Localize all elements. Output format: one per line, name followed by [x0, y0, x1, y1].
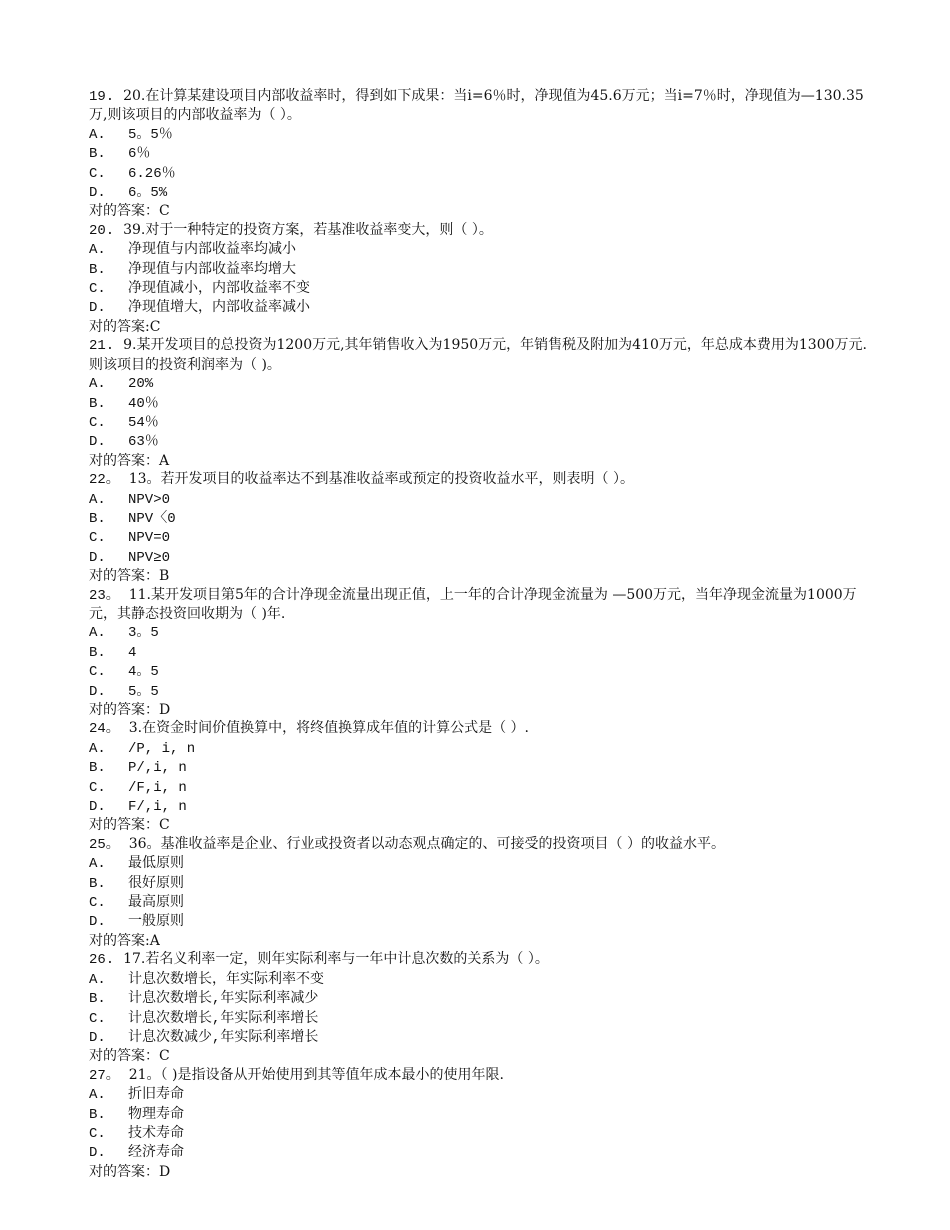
question-stem: 21。（ )是指设备从开始使用到其等值年成本最小的使用年限. [119, 1066, 504, 1083]
answer-option [89, 548, 869, 567]
answer-option [89, 970, 869, 989]
option-text: 63％ [128, 434, 159, 451]
option-text: NPV=0 [128, 530, 171, 547]
option-letter: C. [89, 1125, 106, 1142]
option-text: 最低原则 [128, 856, 184, 873]
question-number: 23。 [89, 587, 120, 604]
correct-answer: 对的答案:C [89, 318, 161, 335]
answer-option [89, 394, 869, 413]
question-block [89, 835, 869, 950]
option-text: 最高原则 [128, 895, 184, 912]
option-letter: A. [89, 376, 106, 393]
option-letter: A. [89, 740, 106, 757]
option-text: 5。5 [128, 683, 159, 700]
answer-option [89, 509, 869, 528]
answer-option [89, 528, 869, 547]
answer-option [89, 1009, 869, 1028]
question-block [89, 470, 869, 585]
option-letter: D. [89, 185, 106, 202]
option-letter: A. [89, 1087, 106, 1104]
answer-option [89, 279, 869, 298]
correct-answer: 对的答案：C [89, 817, 170, 834]
option-text: 6％ [128, 146, 151, 163]
option-text: NPV〈0 [128, 510, 176, 527]
option-text: 计息次数增长,年实际利率减少 [128, 991, 319, 1008]
option-letter: A. [89, 971, 106, 988]
answer-option [89, 490, 869, 509]
option-text: 很好原则 [128, 875, 184, 892]
answer-option [89, 374, 869, 393]
question-number: 25。 [89, 836, 120, 853]
option-letter: A. [89, 625, 106, 642]
question-number: 20. [89, 222, 115, 239]
option-text: 计息次数增长，年实际利率不变 [128, 971, 324, 988]
option-letter: B. [89, 146, 106, 163]
answer-option [89, 144, 869, 163]
option-text: /P, i, n [128, 740, 196, 757]
option-letter: B. [89, 1106, 106, 1123]
question-stem-line [89, 1066, 869, 1085]
option-letter: B. [89, 261, 106, 278]
option-text: 6.26％ [128, 165, 176, 182]
answer-option [89, 1028, 869, 1047]
question-stem: 20.在计算某建设项目内部收益率时，得到如下成果：当i=6％时，净现值为45.6万元；当i=7％时，净现值为—130.35万,则该项目的内部收益率为（ ）。 [89, 88, 864, 124]
option-letter: C. [89, 779, 106, 796]
option-letter: C. [89, 165, 106, 182]
question-block [89, 950, 869, 1065]
question-stem-line [89, 470, 869, 489]
option-letter: D. [89, 683, 106, 700]
option-text: 5。5％ [128, 126, 173, 143]
answer-option [89, 739, 869, 758]
option-text: NPV>0 [128, 491, 171, 508]
question-stem-line [89, 950, 869, 969]
question-stem-line [89, 336, 869, 374]
question-number: 24。 [89, 721, 120, 738]
correct-answer: 对的答案:A [89, 932, 160, 949]
option-letter: D. [89, 799, 106, 816]
option-text: /F,i, n [128, 779, 187, 796]
document-page [89, 87, 869, 1181]
correct-answer: 对的答案：D [89, 1163, 171, 1180]
option-letter: D. [89, 300, 106, 317]
answer-option [89, 125, 869, 144]
option-letter: B. [89, 760, 106, 777]
option-text: 计息次数增长,年实际利率增长 [128, 1010, 319, 1027]
answer-option [89, 778, 869, 797]
question-number: 22。 [89, 472, 120, 489]
option-letter: D. [89, 1029, 106, 1046]
answer-option [89, 240, 869, 259]
option-text: 净现值与内部收益率均减小 [128, 242, 296, 259]
option-text: NPV≥0 [128, 549, 171, 566]
option-letter: B. [89, 644, 106, 661]
option-letter: C. [89, 895, 106, 912]
correct-answer: 对的答案：C [89, 203, 170, 220]
option-letter: C. [89, 414, 106, 431]
option-text: 54％ [128, 414, 159, 431]
option-text: 40％ [128, 395, 159, 412]
question-stem-line [89, 835, 869, 854]
option-letter: A. [89, 126, 106, 143]
question-number: 27。 [89, 1067, 120, 1084]
question-number: 26. [89, 952, 115, 969]
question-block [89, 221, 869, 336]
option-text: 3。5 [128, 625, 159, 642]
option-letter: C. [89, 530, 106, 547]
option-text: 计息次数减少,年实际利率增长 [128, 1029, 319, 1046]
correct-answer: 对的答案：D [89, 702, 171, 718]
answer-option [89, 682, 869, 701]
option-letter: A. [89, 242, 106, 259]
answer-option [89, 1143, 869, 1162]
question-stem: 3.在资金时间价值换算中，将终值换算成年值的计算公式是（ ）. [119, 720, 529, 737]
option-letter: D. [89, 549, 106, 566]
question-number: 21. [89, 338, 115, 355]
option-text: 净现值增大，内部收益率减小 [128, 300, 310, 317]
question-stem: 36。基准收益率是企业、行业或投资者以动态观点确定的、可接受的投资项目（ ）的收益水平。 [119, 835, 725, 852]
answer-option [89, 1124, 869, 1143]
option-text: 技术寿命 [128, 1125, 184, 1142]
option-text: 一般原则 [128, 914, 184, 931]
question-stem: 17.若名义利率一定，则年实际利率与一年中计息次数的关系为（ ）。 [114, 951, 549, 968]
answer-option [89, 912, 869, 931]
answer-option [89, 260, 869, 279]
option-letter: C. [89, 664, 106, 681]
question-block [89, 719, 869, 834]
option-text: 4。5 [128, 664, 159, 681]
answer-option [89, 183, 869, 202]
correct-answer: 对的答案：C [89, 1048, 170, 1065]
question-stem-line [89, 87, 869, 125]
question-block [89, 336, 869, 470]
option-letter: B. [89, 991, 106, 1008]
option-letter: D. [89, 434, 106, 451]
question-number: 19. [89, 89, 115, 105]
question-block [89, 586, 869, 720]
option-letter: B. [89, 395, 106, 412]
option-letter: B. [89, 875, 106, 892]
option-text: 20% [128, 376, 154, 393]
question-block [89, 1066, 869, 1181]
correct-answer: 对的答案：B [89, 568, 170, 585]
option-text: 折旧寿命 [128, 1087, 184, 1104]
answer-option [89, 413, 869, 432]
answer-option [89, 989, 869, 1008]
answer-option [89, 1085, 869, 1104]
option-text: 净现值与内部收益率均增大 [128, 261, 296, 278]
option-text: 4 [128, 644, 137, 661]
answer-option [89, 1105, 869, 1124]
option-letter: D. [89, 1145, 106, 1162]
question-stem: 13。若开发项目的收益率达不到基准收益率或预定的投资收益水平，则表明（ ）。 [119, 471, 634, 488]
option-letter: B. [89, 510, 106, 527]
question-stem-line [89, 221, 869, 240]
option-letter: D. [89, 914, 106, 931]
question-stem-line [89, 586, 869, 624]
option-text: F/,i, n [128, 799, 187, 816]
option-letter: A. [89, 491, 106, 508]
option-text: 6。5% [128, 185, 168, 202]
answer-option [89, 874, 869, 893]
option-letter: C. [89, 281, 106, 298]
question-stem-line [89, 719, 869, 738]
answer-option [89, 164, 869, 183]
answer-option [89, 623, 869, 642]
option-letter: A. [89, 856, 106, 873]
correct-answer: 对的答案：A [89, 452, 170, 469]
answer-option [89, 432, 869, 451]
question-block [89, 87, 869, 221]
option-text: 净现值减小，内部收益率不变 [128, 281, 310, 298]
answer-option [89, 298, 869, 317]
question-stem: 9.某开发项目的总投资为1200万元,其年销售收入为1950万元，年销售税及附加为410万元，年总成本费用为1300万元.则该项目的投资利润率为（ )。 [89, 337, 867, 373]
option-text: 物理寿命 [128, 1106, 184, 1123]
answer-option [89, 797, 869, 816]
answer-option [89, 643, 869, 662]
option-text: 经济寿命 [128, 1145, 184, 1162]
answer-option [89, 662, 869, 681]
answer-option [89, 854, 869, 873]
question-stem: 39.对于一种特定的投资方案，若基准收益率变大，则（ ）。 [114, 221, 493, 238]
answer-option [89, 893, 869, 912]
option-letter: C. [89, 1010, 106, 1027]
question-stem: 11.某开发项目第5年的合计净现金流量出现正值，上一年的合计净现金流量为 —500万元，当年净现金流量为1000万元，其静态投资回收期为（ )年. [89, 586, 857, 622]
option-text: P/,i, n [128, 760, 187, 777]
answer-option [89, 758, 869, 777]
